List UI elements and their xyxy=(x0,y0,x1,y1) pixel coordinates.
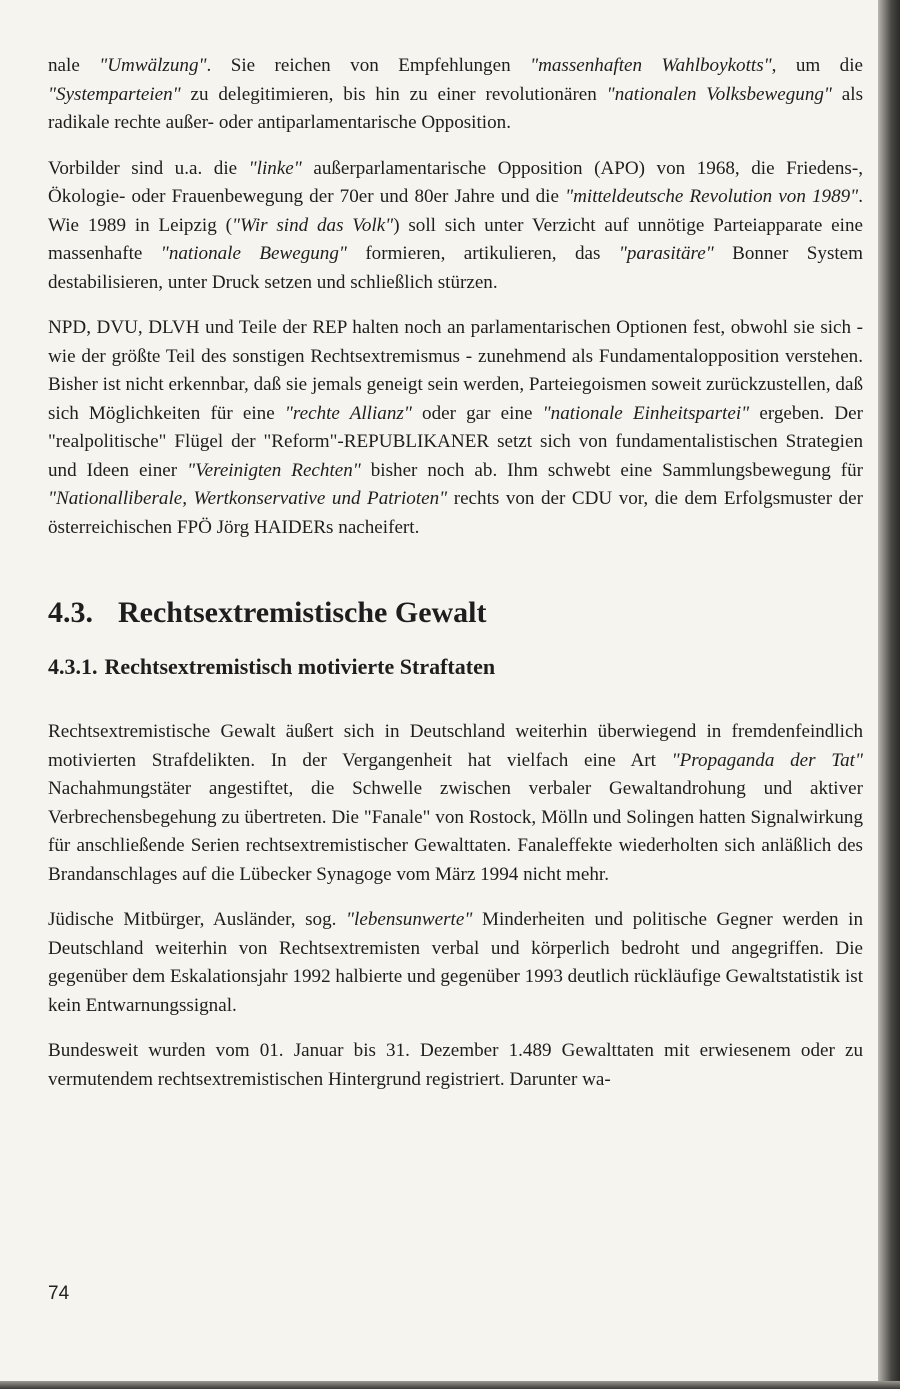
section-number: 4.3. xyxy=(48,596,93,629)
text-run: nale xyxy=(48,55,100,76)
paragraph xyxy=(48,155,863,298)
italic-quote: "Umwälzung" xyxy=(99,55,207,76)
book-spine-shadow xyxy=(878,0,900,1389)
text-run: Rechtsextremistische Gewalt äußert sich in Deutschland weiterhin überwiegend in fremdenfeindlich motivierten Strafdelikten. In der Vergangenheit hat vielfach eine Art xyxy=(48,721,863,771)
text-run: Bonner System destabilisieren, unter Druck setzen und schließlich stürzen. xyxy=(48,243,863,293)
italic-quote: "rechte Allianz" xyxy=(284,402,412,424)
body-text-block xyxy=(48,718,863,1094)
text-run: ) soll sich unter Verzicht auf unnötige Parteiapparate eine massenhafte xyxy=(48,214,863,264)
page-number: 74 xyxy=(48,1283,70,1304)
text-run: Vorbilder sind u.a. die xyxy=(48,157,249,179)
text-run: . Sie reichen von Empfehlungen xyxy=(206,55,531,76)
section-heading xyxy=(48,594,863,632)
text-run: außerparlamentarische Opposition (APO) von 1968, die Friedens-, Ökologie- oder Frauenbewegung der 70er und 80er Jahre und die xyxy=(48,157,863,207)
italic-quote: "linke" xyxy=(248,157,302,179)
italic-quote: "nationalen Volksbewegung" xyxy=(606,83,832,105)
text-run: Jüdische Mitbürger, Ausländer, sog. xyxy=(48,909,347,930)
text-run: ergeben. Der "realpolitische" Flügel der "Reform"-REPUBLIKANER setzt sich von fundamentalistischen Strategien und Ideen einer xyxy=(48,402,863,481)
italic-quote: "nationale Einheitspartei" xyxy=(542,402,750,424)
paragraph xyxy=(48,906,863,1020)
paragraph xyxy=(48,52,863,138)
text-run: rechts von der CDU vor, die dem Erfolgsmuster der österreichischen FPÖ Jörg HAIDERs nacheifert. xyxy=(48,488,863,538)
section-title: Rechtsextremistische Gewalt xyxy=(118,596,487,629)
text-run: . Wie 1989 in Leipzig ( xyxy=(48,186,863,236)
italic-quote: "lebensunwerte" xyxy=(346,909,473,930)
text-run: Minderheiten und politische Gegner werden in Deutschland weiterhin von Rechtsextremisten verbal und körperlich bedroht und angegriffen. Die gegenüber dem Eskalationsjahr 1992 halbierte und gegenüber 1993 deutlich rückläufige Gewaltstatistik ist kein Entwarnungssignal. xyxy=(48,909,863,1016)
text-run: oder gar eine xyxy=(411,402,543,424)
italic-quote: "Vereinigten Rechten" xyxy=(187,459,361,481)
text-run: Bundesweit wurden vom 01. Januar bis 31. Dezember 1.489 Gewalttaten mit erwiesenem oder zu vermutendem rechtsextremistischen Hintergrund registriert. Darunter wa- xyxy=(48,1040,863,1090)
italic-quote: "mitteldeutsche Revolution von 1989" xyxy=(565,186,859,207)
page-bottom-edge xyxy=(0,1381,900,1389)
body-text-block xyxy=(48,52,863,542)
text-run: Nachahmungstäter angestiftet, die Schwelle zwischen verbaler Gewaltandrohung und aktiver Verbrechensbegehung zu übertreten. Die "Fanale" von Rostock, Mölln und Solingen hatten Signalwirkung für anschließende Serien rechtsextremistischer Gewalttaten. Fanaleffekte wiederholten sich anläßlich des Brandanschlages auf die Lübecker Synagoge vom März 1994 nicht mehr. xyxy=(48,778,863,885)
italic-quote: "Nationalliberale, Wertkonservative und Patrioten" xyxy=(48,488,448,509)
text-run: bisher noch ab. Ihm schwebt eine Sammlungsbewegung für xyxy=(360,459,864,481)
paragraph xyxy=(48,718,863,889)
italic-quote: "Wir sind das Volk" xyxy=(231,214,394,236)
italic-quote: "massenhaften Wahlboykotts" xyxy=(530,55,772,76)
italic-quote: "parasitäre" xyxy=(618,243,714,264)
italic-quote: "nationale Bewegung" xyxy=(160,243,347,264)
page-content xyxy=(48,52,863,1111)
text-run: , um die xyxy=(771,55,864,76)
subsection-number: 4.3.1. xyxy=(48,654,98,679)
subsection-heading xyxy=(48,652,863,682)
italic-quote: "Propaganda der Tat" xyxy=(671,749,863,771)
text-run: als radikale rechte außer- oder antiparlamentarische Opposition. xyxy=(48,83,864,133)
italic-quote: "Systemparteien" xyxy=(48,83,181,105)
text-run: formieren, artikulieren, das xyxy=(346,243,619,264)
text-run: zu delegitimieren, bis hin zu einer revolutionären xyxy=(180,83,607,105)
paragraph xyxy=(48,1037,863,1094)
paragraph xyxy=(48,314,863,542)
text-run: NPD, DVU, DLVH und Teile der REP halten noch an parlamentarischen Optionen fest, obwohl sie sich - wie der größte Teil des sonstigen Rechtsextremismus - zunehmend als Fundamentalopposition verstehen. Bisher ist nicht erkennbar, daß sie jemals geneigt sein werden, Parteiegoismen soweit zurückzustellen, daß sich Möglichkeiten für eine xyxy=(48,317,863,424)
subsection-title: Rechtsextremistisch motivierte Straftaten xyxy=(104,654,496,679)
